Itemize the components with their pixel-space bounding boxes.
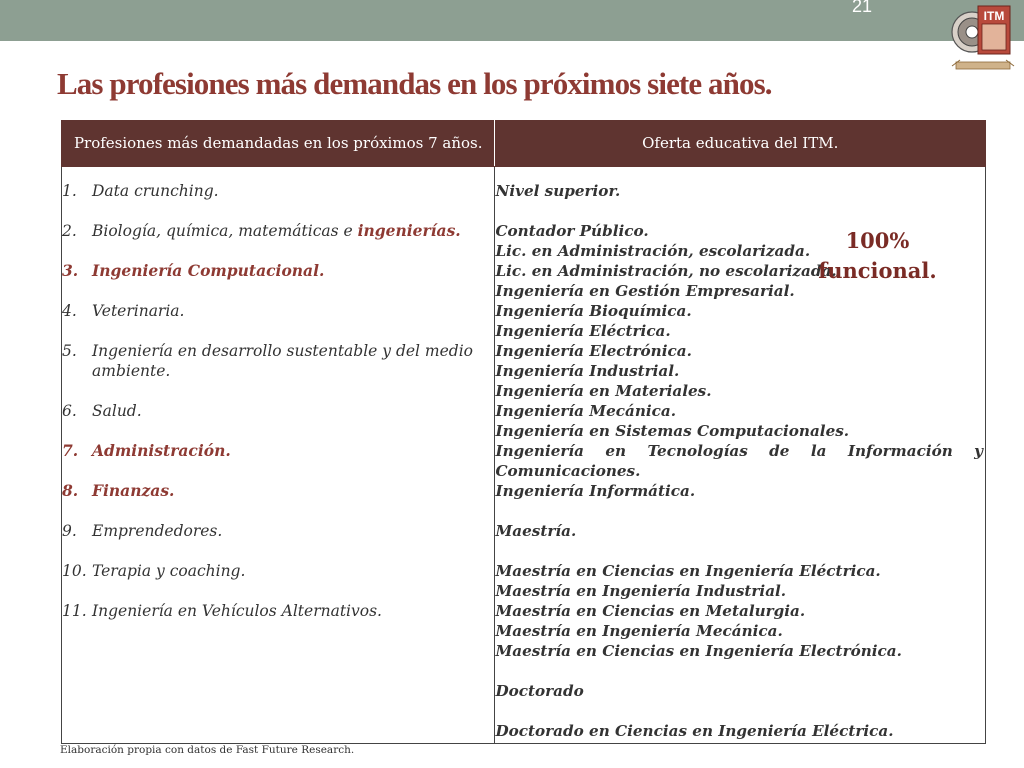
offer-item: Ingeniería Eléctrica. [495, 322, 671, 340]
offer-item: Ingeniería Electrónica. [495, 342, 692, 360]
offer-level-heading: Maestría. [495, 522, 577, 540]
list-item: 7. Administración. [62, 441, 231, 460]
list-item: 4. Veterinaria. [62, 302, 185, 320]
list-item: 6. Salud. [62, 402, 142, 420]
offer-item: Ingeniería en Materiales. [495, 382, 712, 400]
list-item: 8. Finanzas. [62, 481, 175, 500]
professions-cell [62, 167, 495, 744]
offer-item: Maestría en Ingeniería Mecánica. [495, 622, 783, 640]
offer-item: Ingeniería en Sistemas Computacionales. [495, 422, 850, 440]
list-item: 1. Data crunching. [62, 182, 219, 200]
offer-item: Maestría en Ingeniería Industrial. [495, 582, 787, 600]
offer-cell [495, 167, 986, 744]
offer-item: Maestría en Ciencias en Ingeniería Eléctrica. [495, 562, 881, 580]
logo-text: ITM [983, 9, 1005, 23]
professions-list [62, 167, 494, 621]
offer-item: Lic. en Administración, escolarizada. [495, 242, 811, 260]
functional-badge [817, 226, 937, 286]
header-professions: Profesiones más demandadas en los próximos 7 años. [62, 121, 495, 167]
offer-item: Ingeniería Industrial. [495, 362, 680, 380]
page-title: Las profesiones más demandas en los próximos siete años. [57, 66, 772, 101]
offer-item: Ingeniería en Tecnologías de la Información y [495, 442, 983, 460]
offer-item: Ingeniería Mecánica. [495, 402, 677, 420]
header-offer: Oferta educativa del ITM. [495, 121, 986, 167]
badge-percent: 100% [845, 228, 910, 253]
itm-logo-icon [948, 0, 1018, 72]
offer-item: Doctorado en Ciencias en Ingeniería Eléctrica. [495, 722, 894, 740]
professions-table [61, 120, 986, 744]
list-item: 2. Biología, química, matemáticas e ingenierías. [62, 221, 461, 240]
offer-level-heading: Doctorado [495, 682, 584, 700]
badge-label: funcional. [818, 258, 937, 283]
list-item: 10. Terapia y coaching. [62, 562, 246, 580]
list-item: 3. Ingeniería Computacional. [62, 261, 325, 280]
offer-level-heading: Nivel superior. [495, 182, 621, 200]
offer-item: Ingeniería en Gestión Empresarial. [495, 282, 795, 300]
offer-item: Contador Público. [495, 222, 649, 240]
offer-item: Maestría en Ciencias en Ingeniería Electrónica. [495, 642, 902, 660]
offer-item: Maestría en Ciencias en Metalurgia. [495, 602, 806, 620]
offer-item: Lic. en Administración, no escolarizada. [495, 262, 837, 280]
list-item: 5. Ingeniería en desarrollo sustentable y del medio ambiente. [62, 342, 474, 380]
slide-number: 21 [852, 0, 873, 16]
list-item: 9. Emprendedores. [62, 522, 223, 540]
list-item: 11. Ingeniería en Vehículos Alternativos. [62, 602, 382, 620]
source-note: Elaboración propia con datos de Fast Future Research. [60, 744, 355, 756]
offer-item: Ingeniería Informática. [495, 482, 696, 500]
offer-item: Comunicaciones. [495, 462, 641, 480]
offer-item: Ingeniería Bioquímica. [495, 302, 692, 320]
